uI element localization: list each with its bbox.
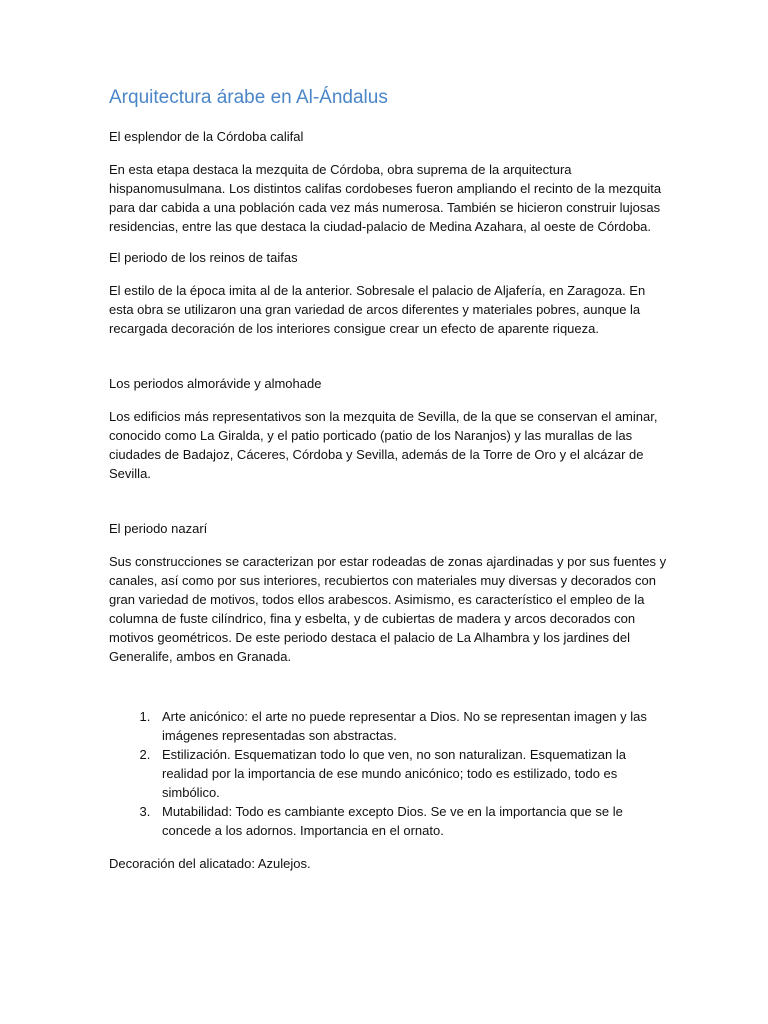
section-body-cordoba-califal: En esta etapa destaca la mezquita de Córdoba, obra suprema de la arquitectura hispanomusulmana. Los distintos califas cordobeses fueron ampliando el recinto de la mezquita para dar cabida a una población cada vez más numerosa. También se hicieron construir lujosas residencias, entre las que destaca la ciudad-palacio de Medina Azahara, al oeste de Córdoba. [109,162,662,234]
list-item-arte-aniconico: 1. Arte anicónico: el arte no puede representar a Dios. No se representan imagen y las imágenes representadas son abstractas. [154,707,669,745]
document-content [109,86,669,873]
spacer [109,678,669,707]
spacer [109,495,669,519]
section-heading-almoravide-almohade: Los periodos almorávide y almohade [109,376,322,391]
spacer [109,350,669,374]
closing-line: Decoración del alicatado: Azulejos. [109,856,311,871]
section-body-nazari: Sus construcciones se caracterizan por estar rodeadas de zonas ajardinadas y por sus fuentes y canales, así como por sus interiores, recubiertos con materiales muy diversas y decorados con gran variedad de motivos, todos ellos arabescos. Asimismo, es característico el empleo de la columna de fuste cilíndrico, fina y esbelta, y de cubiertas de madera y arcos decorados con motivos geométricos. De este periodo destaca el palacio de La Alhambra y los jardines del Generalife, ambos en Granada. [109,554,667,664]
characteristics-list [109,707,669,840]
section-body-almoravide-almohade: Los edificios más representativos son la mezquita de Sevilla, de la que se conservan el aminar, conocido como La Giralda, y el patio porticado (patio de los Naranjos) y las murallas de las ciudades de Badajoz, Cáceres, Córdoba y Sevilla, además de la Torre de Oro y el alcázar de Sevilla. [109,409,658,481]
section-body-reinos-taifas: El estilo de la época imita al de la anterior. Sobresale el palacio de Aljafería, en Zaragoza. En esta obra se utilizaron una gran variedad de arcos diferentes y materiales pobres, aunque la recargada decoración de los interiores consigue crear un efecto de aparente riqueza. [109,283,646,336]
section-heading-reinos-taifas: El periodo de los reinos de taifas [109,250,298,265]
list-item-estilizacion: 2. Estilización. Esquematizan todo lo que ven, no son naturalizan. Esquematizan la realidad por la importancia de ese mundo anicónico; todo es estilizado, todo es simbólico. [154,745,669,802]
section-heading-nazari: El periodo nazarí [109,521,208,536]
list-item-mutabilidad: 3. Mutabilidad: Todo es cambiante excepto Dios. Se ve en la importancia que se le concede a los adornos. Importancia en el ornato. [154,802,669,840]
document-title: Arquitectura árabe en Al-Ándalus [109,87,388,108]
section-heading-cordoba-califal: El esplendor de la Córdoba califal [109,129,304,144]
